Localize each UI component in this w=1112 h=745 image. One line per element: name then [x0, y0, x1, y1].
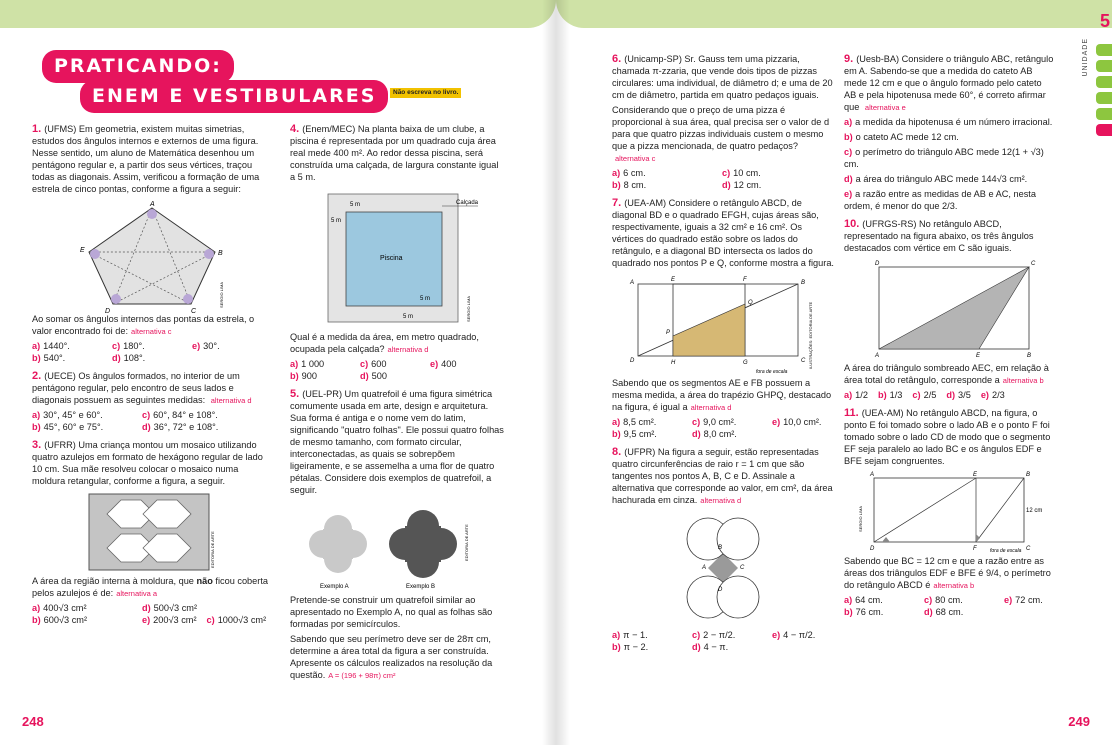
- q9-option-d-letter: d): [844, 173, 853, 184]
- q11-scale: fora de escala: [990, 547, 1022, 554]
- q2-option-b: [32, 422, 132, 434]
- question-1: [32, 122, 272, 365]
- q2-option-b-text: 45°, 60° e 75°.: [43, 422, 104, 433]
- q4-options: [290, 359, 505, 383]
- q8-option-a-letter: a): [612, 629, 621, 640]
- q1-option-e-text: 30°.: [203, 340, 220, 351]
- q1-option-a-text: 1440°.: [43, 340, 70, 351]
- q8-option-d-text: 4 − π.: [703, 641, 729, 652]
- q6-number: 6.: [612, 53, 622, 65]
- c8-D: D: [718, 586, 723, 593]
- no-write-badge: Não escreva no livro.: [390, 88, 461, 98]
- r10-C: C: [1031, 260, 1036, 267]
- q3-option-b-text: 600√3 cm²: [43, 615, 88, 625]
- q10-option-c-letter: c): [912, 389, 921, 400]
- page-number-right: 249: [1068, 714, 1090, 730]
- q8-answer: alternativa d: [700, 495, 742, 505]
- q8-option-a-text: π − 1.: [623, 629, 648, 640]
- q6-text: (Unicamp-SP) Sr. Gauss tem uma pizzaria, chamada π-zzaria, que vende dois tipos de pizzas circulares: uma individual, de diâmetro d; e uma de 20 cm de diâmetro, partida em quatro pedaços iguais.: [612, 54, 833, 101]
- q5-text2: Pretende-se construir um quatrefoil similar ao apresentado no Exemplo A, no qual as folhas são formadas por semicírculos.: [290, 594, 493, 629]
- q7-option-e-letter: e): [772, 416, 781, 427]
- q6-text2: Considerando que o preço de uma pizza é proporcional à sua área, qual precisa ser o valor de d para que quatro pizzas individuais custem o mesmo que a pizza mencionada, de quatro pedaços?: [612, 105, 830, 152]
- vertex-D: D: [105, 308, 111, 316]
- q7-options: [612, 417, 834, 441]
- q4-option-e-text: 400: [441, 359, 457, 370]
- question-2: [32, 369, 272, 434]
- q10-number: 10.: [844, 217, 860, 230]
- q8-option-b-letter: b): [612, 641, 621, 652]
- left-column-2: [290, 122, 505, 686]
- q9-option-c: [844, 147, 1054, 171]
- q8-option-e: [772, 630, 815, 642]
- q2-option-d-text: 36°, 72° e 108°.: [153, 422, 219, 433]
- q7-question: Sabendo que os segmentos AE e FB possuem a mesma medida, a área do trapézio GHPQ, destacado na figura, é igual a: [612, 377, 832, 412]
- q11-option-e-letter: e): [1004, 594, 1013, 605]
- q3-option-c: [207, 615, 267, 627]
- q1-option-a: [32, 341, 102, 353]
- q4-option-d-letter: d): [360, 370, 369, 381]
- q6-option-b: [612, 180, 712, 192]
- q10-option-a-letter: a): [844, 389, 853, 400]
- q6-option-c: [722, 168, 761, 180]
- rectangle-square-figure: [628, 274, 818, 374]
- q6-option-d-letter: d): [722, 179, 731, 190]
- rectangle-efbd-figure: [854, 472, 1044, 552]
- q4-option-d-text: 500: [371, 370, 388, 381]
- q6-options: [612, 168, 834, 192]
- label-12cm: 12 cm: [1026, 507, 1043, 514]
- r7-C: C: [801, 357, 806, 364]
- q5-credit: EDITORIA DE ARTE: [463, 524, 469, 561]
- q1-option-d-letter: d): [112, 352, 121, 363]
- q3-answer: alternativa a: [116, 589, 158, 599]
- q2-option-c-text: 60°, 84° e 108°.: [153, 410, 218, 421]
- q5-text3: Sabendo que seu perímetro deve ser de 28π cm, determine a área total da figura a ser construída. Apresente os cálculos realizados na resolução da questão.: [290, 633, 493, 680]
- q7-option-a-letter: a): [612, 416, 621, 427]
- q7-option-d-letter: d): [692, 428, 701, 439]
- q9-option-c-letter: c): [844, 147, 853, 158]
- q4-option-c-text: 600: [371, 359, 387, 370]
- q4-option-b-letter: b): [290, 370, 299, 381]
- q10-answer: alternativa b: [1002, 375, 1044, 385]
- q6-option-a-text: 6 cm.: [623, 167, 646, 178]
- q1-option-e-letter: e): [192, 340, 201, 351]
- title-line-1: PRATICANDO:: [42, 50, 234, 83]
- q5-text: (UEL-PR) Um quatrefoil é uma figura simétrica comumente usada em arte, design e arquitetura. Sua forma é antiga e o nome vem do latim, significando "quatro folhas". Ele possui quatro folhas de mesmo tamanho, com formato circular, interconectadas, as quais se sobrepõem ligeiramente, e se assemelha a uma flor de quatro pétalas. Considere dois exemplos de quatrefoil, a seguir.: [290, 388, 504, 495]
- q10-option-d-text: 3/5: [958, 389, 971, 400]
- label-5m-inner: 5 m: [419, 296, 430, 303]
- r11-D: D: [870, 545, 875, 552]
- q10-option-e-text: 2/3: [991, 389, 1005, 400]
- right-column-1: [612, 52, 834, 658]
- q1-option-c-text: 180°.: [123, 340, 145, 351]
- r10-A: A: [875, 352, 880, 359]
- left-column-1: [32, 122, 272, 631]
- top-band-right: [556, 0, 1112, 28]
- q11-option-c: [924, 595, 994, 607]
- q11-number: 11.: [844, 406, 859, 419]
- unit-tabs: [1096, 44, 1112, 140]
- q1-option-e: [192, 341, 220, 353]
- q4-option-a-letter: a): [290, 359, 299, 370]
- question-9: [844, 52, 1054, 213]
- q6-option-c-letter: c): [722, 167, 731, 178]
- page-number-left: 248: [22, 714, 44, 730]
- q1-option-a-letter: a): [32, 340, 41, 351]
- r7-B: B: [801, 279, 806, 286]
- q6-option-d: [722, 180, 761, 192]
- r10-B: B: [1027, 352, 1032, 359]
- q2-option-a-letter: a): [32, 410, 41, 421]
- q5-number: 5.: [290, 387, 300, 400]
- r11-F: F: [973, 545, 977, 552]
- title-line-2: ENEM E VESTIBULARES: [80, 80, 388, 113]
- question-7: [612, 196, 834, 441]
- r7-H: H: [671, 359, 676, 366]
- q10-option-b: [878, 390, 902, 402]
- q2-number: 2.: [32, 369, 42, 382]
- vertex-C: C: [191, 308, 197, 316]
- q11-option-e: [1004, 595, 1043, 607]
- question-11: [844, 406, 1054, 619]
- q11-option-b-text: 76 cm.: [855, 606, 884, 617]
- q7-option-b-text: 9,5 cm².: [623, 428, 657, 439]
- q11-option-d-letter: d): [924, 606, 933, 617]
- q11-credit: SERGIO LIMA: [858, 505, 863, 532]
- q8-option-a: [612, 630, 682, 642]
- q3-option-e-letter: e): [142, 615, 151, 625]
- q2-option-b-letter: b): [32, 422, 41, 433]
- unit-tab-5: [1096, 108, 1112, 120]
- q3-option-c-letter: c): [206, 615, 215, 625]
- q11-option-c-letter: c): [924, 594, 933, 605]
- q4-option-a: [290, 359, 350, 371]
- q6-option-b-text: 8 cm.: [623, 179, 647, 190]
- q2-option-c-letter: c): [142, 410, 151, 421]
- q3-option-c-text: 1000√3 cm²: [217, 615, 267, 625]
- q1-credit: SERGIO LIMA: [219, 282, 224, 309]
- q10-option-d: [946, 390, 970, 402]
- q7-option-c-letter: c): [692, 416, 701, 427]
- question-5: [290, 387, 505, 682]
- c8-B: B: [718, 544, 723, 551]
- q9-option-b: [844, 132, 1054, 144]
- q10-option-b-text: 1/3: [889, 389, 903, 400]
- q3-option-a-letter: a): [32, 603, 41, 614]
- r7-E: E: [671, 276, 676, 283]
- unit-tab-1: [1096, 44, 1112, 56]
- q4-option-d: [360, 371, 387, 383]
- q10-options: [844, 390, 1054, 402]
- q3-option-e-text: 200√3 cm²: [153, 615, 197, 625]
- q9-option-e: [844, 189, 1054, 213]
- q7-option-c: [692, 417, 762, 429]
- q4-option-e: [430, 359, 457, 371]
- q10-option-c-text: 2/5: [923, 389, 937, 400]
- q8-options: [612, 630, 834, 654]
- q4-answer: alternativa d: [387, 345, 429, 355]
- q2-option-d-letter: d): [142, 422, 151, 433]
- q1-option-b-text: 540°.: [43, 352, 66, 363]
- r10-D: D: [875, 260, 880, 267]
- q4-option-b: [290, 371, 350, 383]
- q2-option-c: [142, 410, 218, 422]
- top-band: [0, 0, 556, 28]
- unit-tab-active: [1096, 124, 1112, 136]
- label-5m-top: 5 m: [349, 202, 360, 209]
- q1-option-b-letter: b): [32, 352, 41, 363]
- q10-option-c: [912, 390, 936, 402]
- q7-option-a: [612, 417, 682, 429]
- c8-A: A: [702, 564, 707, 571]
- r7-G: G: [743, 359, 748, 366]
- shaded-triangle-figure: [859, 259, 1039, 359]
- q8-option-b: [612, 642, 682, 654]
- question-10: [844, 217, 1054, 402]
- q9-text: (Uesb-BA) Considere o triângulo ABC, retângulo em A. Sabendo-se que a medida do cateto AB mede 12 cm e que o ângulo formado pelo cateto AB e pela hipotenusa mede 60°, é correto afirmar que: [844, 54, 1054, 113]
- label-piscina: Piscina: [379, 255, 403, 263]
- q3-option-d: [142, 603, 197, 615]
- q3-option-b-letter: b): [32, 615, 41, 625]
- quatrefoil-figure: [298, 501, 498, 591]
- q6-option-b-letter: b): [612, 179, 621, 190]
- hexagon-mosaic-figure: [87, 492, 217, 572]
- label-5m-bottom: 5 m: [402, 314, 413, 321]
- question-3: [32, 438, 272, 627]
- q4-option-b-text: 900: [301, 370, 318, 381]
- q9-option-a-letter: a): [844, 117, 853, 128]
- q4-question: Qual é a medida da área, em metro quadrado, ocupada pela calçada?: [290, 332, 479, 355]
- q1-number: 1.: [32, 123, 42, 135]
- q10-option-a: [844, 390, 868, 402]
- q6-answer: alternativa c: [615, 153, 656, 163]
- q11-option-e-text: 72 cm.: [1015, 594, 1043, 605]
- q7-option-b: [612, 429, 682, 441]
- q3-question-b: não: [196, 576, 213, 587]
- q9-option-e-text: a razão entre as medidas de AB e AC, nesta ordem, é menor do que 2/3.: [844, 188, 1036, 211]
- unit-label: UNIDADE: [1081, 38, 1089, 77]
- q11-option-b-letter: b): [844, 606, 853, 617]
- q8-option-e-letter: e): [772, 629, 781, 640]
- q3-number: 3.: [32, 438, 42, 451]
- q9-option-d: [844, 174, 1054, 186]
- section-title: [42, 50, 377, 107]
- r11-B: B: [1026, 471, 1031, 478]
- q6-option-a: [612, 168, 712, 180]
- q5-answer: A = (196 + 98π) cm²: [328, 670, 396, 680]
- q7-option-b-letter: b): [612, 428, 621, 439]
- q4-credit: SERGIO LIMA: [465, 296, 471, 323]
- unit-tab-4: [1096, 92, 1112, 104]
- q3-options: [32, 603, 272, 627]
- q7-option-e-text: 10,0 cm².: [783, 416, 822, 427]
- label-calcada: Calçada: [455, 200, 478, 207]
- q10-question: A área do triângulo sombreado AEC, em relação à área total do retângulo, corresponde a: [844, 362, 1049, 385]
- r7-F: F: [743, 276, 747, 283]
- q7-option-a-text: 8,5 cm².: [623, 416, 657, 427]
- q8-option-c-letter: c): [692, 629, 701, 640]
- q9-option-a-text: a medida da hipotenusa é um número irracional.: [855, 117, 1053, 128]
- q9-option-a: [844, 117, 1054, 129]
- c8-C: C: [740, 564, 745, 571]
- q4-number: 4.: [290, 123, 300, 135]
- question-4: [290, 122, 505, 383]
- right-page: [556, 0, 1112, 745]
- gutter-shadow: [542, 0, 556, 745]
- q2-option-d: [142, 422, 218, 434]
- q7-option-d-text: 8,0 cm².: [703, 428, 737, 439]
- q2-option-a-text: 30°, 45° e 60°.: [43, 410, 103, 421]
- q7-text: (UEA-AM) Considere o retângulo ABCD, de diagonal BD e o quadrado EFGH, cujas áreas são, respectivamente, iguais a 32 cm² e 16 cm². Os vértices do quadrado estão sobre os lados do retângulo, e a diagonal BD intersecta os lados do quadrado nos pontos P e Q, conforme mostra a figura.: [612, 197, 834, 268]
- q3-credit: EDITORIA DE ARTE: [210, 531, 215, 569]
- q10-text: (UFRGS-RS) No retângulo ABCD, representado na figura abaixo, os três ângulos destacados com vértice em C são iguais.: [844, 218, 1034, 254]
- unit-tab-3: [1096, 76, 1112, 88]
- q9-option-e-letter: e): [844, 188, 853, 199]
- right-column-2: [844, 52, 1054, 623]
- q11-option-a-text: 64 cm.: [855, 594, 883, 605]
- q6-option-a-letter: a): [612, 167, 621, 178]
- r7-A: A: [630, 279, 635, 286]
- q1-options: [32, 341, 272, 365]
- q3-option-b: [32, 615, 132, 627]
- q9-option-b-letter: b): [844, 132, 853, 143]
- q8-option-c-text: 2 − π/2.: [703, 629, 736, 640]
- q3-option-d-letter: d): [142, 603, 151, 614]
- q9-answer: alternativa e: [864, 103, 906, 113]
- q9-option-b-text: o cateto AC mede 12 cm.: [855, 132, 959, 143]
- q6-option-c-text: 10 cm.: [733, 167, 761, 178]
- q3-question-a: A área da região interna à moldura, que: [32, 576, 194, 587]
- q4-text: (Enem/MEC) Na planta baixa de um clube, a piscina é representada por um quadrado cuja área real mede 400 m². Ao redor dessa piscina, será construída uma calçada, de largura constante igual a 5 m.: [290, 124, 499, 183]
- q8-option-d-letter: d): [692, 641, 701, 652]
- gutter-shadow-right: [556, 0, 570, 745]
- vertex-E: E: [80, 247, 85, 255]
- q2-options: [32, 410, 272, 434]
- r11-C: C: [1026, 545, 1031, 552]
- q1-answer: alternativa c: [131, 327, 172, 337]
- q2-option-a: [32, 410, 132, 422]
- r11-A: A: [870, 471, 875, 478]
- q10-option-a-text: 1/2: [855, 389, 868, 400]
- q10-option-e: [981, 390, 1005, 402]
- q8-option-e-text: 4 − π/2.: [783, 629, 816, 640]
- q10-option-e-letter: e): [980, 389, 989, 400]
- q7-number: 7.: [612, 196, 622, 209]
- question-6: [612, 52, 834, 192]
- label-exemplo-a: Exemplo A: [319, 583, 349, 590]
- label-exemplo-b: Exemplo B: [405, 583, 435, 590]
- q7-scale: fora de escala: [756, 368, 788, 375]
- q4-option-a-text: 1 000: [301, 359, 325, 370]
- q3-option-e: [142, 615, 197, 627]
- q4-option-c-letter: c): [360, 359, 369, 370]
- r7-P: P: [666, 329, 671, 336]
- q8-number: 8.: [612, 445, 622, 458]
- q1-option-d: [112, 353, 145, 365]
- q3-option-d-text: 500√3 cm²: [153, 603, 198, 614]
- q8-option-d: [692, 642, 728, 654]
- q11-option-a-letter: a): [844, 594, 853, 605]
- q11-options: [844, 595, 1054, 619]
- four-circles-figure: [658, 511, 788, 626]
- q3-question-c: ficou coberta pelos azulejos é de:: [32, 576, 268, 599]
- q10-option-d-letter: d): [946, 389, 956, 400]
- pool-plan-figure: [308, 188, 488, 328]
- q11-text: (UEA-AM) No retângulo ABCD, na figura, o ponto E foi tomado sobre o lado AB e o ponto F foi tomado sobre o lado CD de modo que o segmento EF seja paralelo ao lado BC e os ângulos EDF e BFE sejam congruentes.: [844, 407, 1051, 466]
- q11-question: Sabendo que BC = 12 cm e que a razão entre as áreas dos triângulos EDF e BFE é 9/4, o perímetro do retângulo ABCD é: [844, 555, 1051, 590]
- q2-text: (UECE) Os ângulos formados, no interior de um pentágono regular, pelo encontro de seus lados e diagonais possuem as seguintes medidas:: [32, 370, 240, 406]
- q11-option-b: [844, 607, 914, 619]
- question-8: [612, 445, 834, 654]
- q9-option-c-text: o perímetro do triângulo ABC mede 12(1 + √3) cm.: [844, 147, 1044, 169]
- q9-option-d-text: a área do triângulo ABC mede 144√3 cm².: [855, 173, 1028, 184]
- q11-option-a: [844, 595, 914, 607]
- r7-D: D: [630, 357, 635, 364]
- unit-tab-2: [1096, 60, 1112, 72]
- q9-number: 9.: [844, 53, 854, 65]
- q1-option-c-letter: c): [112, 340, 121, 351]
- unit-number: 5: [1099, 11, 1110, 31]
- label-5m-left: 5 m: [330, 218, 341, 225]
- q11-option-c-text: 80 cm.: [935, 594, 963, 605]
- q7-option-e: [772, 417, 821, 429]
- vertex-A: A: [150, 201, 155, 209]
- q11-option-d: [924, 607, 963, 619]
- vertex-B: B: [218, 250, 223, 258]
- pentagon-star-figure: [77, 200, 227, 316]
- q1-option-b: [32, 353, 102, 365]
- q3-option-a: [32, 603, 132, 615]
- q1-option-c: [112, 341, 182, 353]
- q1-question: Ao somar os ângulos internos das pontas da estrela, o valor encontrado foi de:: [32, 314, 255, 337]
- r10-E: E: [976, 352, 981, 359]
- r7-Q: Q: [748, 299, 753, 306]
- q11-answer: alternativa b: [933, 580, 975, 590]
- q1-option-d-text: 108°.: [123, 352, 146, 363]
- r11-E: E: [973, 471, 978, 478]
- q6-option-d-text: 12 cm.: [733, 179, 762, 190]
- q8-text: (UFPR) Na figura a seguir, estão representadas quatro circunferências de raio r = 1 cm que são tangentes nos pontos A, B, C e D. Assinale a alternativa que corresponde ao valor, em cm², da área hachurada em cinza.: [612, 446, 833, 505]
- q4-option-c: [360, 359, 420, 371]
- q8-option-b-text: π − 2.: [623, 641, 649, 652]
- q10-option-b-letter: b): [877, 389, 887, 400]
- q7-answer: alternativa d: [690, 402, 732, 412]
- q7-option-c-text: 9,0 cm².: [703, 416, 737, 427]
- q3-text: (UFRR) Uma criança montou um mosaico utilizando quatro azulejos em formato de hexágono regular de lado 10 cm. Sua mãe resolveu colocar o mosaico numa moldura retangular, conforme a figura, a seguir.: [32, 439, 263, 487]
- q3-option-a-text: 400√3 cm²: [43, 603, 87, 614]
- q11-option-d-text: 68 cm.: [935, 606, 964, 617]
- q7-credit: ILUSTRAÇÕES: EDITORIA DE ARTE: [808, 301, 813, 369]
- q1-text: (UFMS) Em geometria, existem muitas simetrias, estudos dos ângulos internos e externos de uma figura. Nesse sentido, um aluno de Matemática desenhou um pentágono regular e, a partir dos seus vértices, traçou todas as diagonais. Assim, verificou a formação de uma estrela de cinco pontas, conforme a figura a seguir:: [32, 124, 260, 195]
- q2-answer: alternativa d: [210, 396, 252, 406]
- q4-option-e-letter: e): [430, 359, 439, 370]
- q8-option-c: [692, 630, 762, 642]
- q7-option-d: [692, 429, 737, 441]
